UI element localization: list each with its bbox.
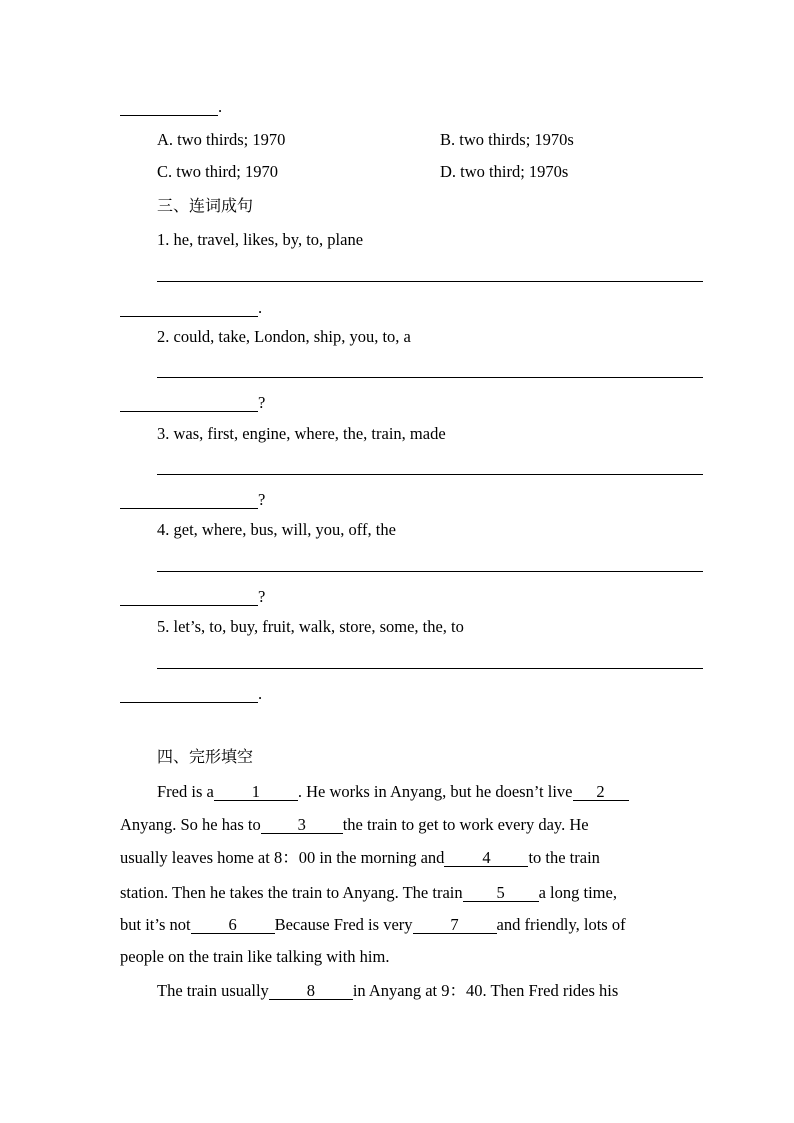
cloze-text: station. Then he takes the train to Anyang. The train: [120, 883, 463, 902]
cloze-text: the train to get to work every day. He: [342, 815, 589, 834]
section-4-title: 四、完形填空: [157, 747, 254, 766]
cloze-line-3: [120, 848, 600, 868]
answer-line-3-continuation[interactable]: [120, 490, 265, 510]
cloze-text: Because Fred is very: [274, 915, 413, 934]
cloze-line-7: [157, 981, 618, 1001]
reorder-prompt-5: 5. let’s, to, buy, fruit, walk, store, some, the, to: [157, 617, 464, 636]
answer-end-mark: ?: [258, 587, 266, 606]
answer-line-2[interactable]: [157, 377, 703, 378]
answer-line-5[interactable]: [157, 668, 703, 669]
cloze-line-6: people on the train like talking with him.: [120, 947, 390, 966]
cloze-text: Anyang. So he has to: [120, 815, 261, 834]
option-c[interactable]: C. two third; 1970: [157, 162, 279, 181]
answer-line-1-continuation[interactable]: [120, 298, 262, 318]
answer-line-5-continuation[interactable]: [120, 684, 262, 704]
answer-line-1[interactable]: [157, 281, 703, 282]
cloze-blank-5[interactable]: 5: [463, 884, 539, 902]
cloze-blank-7[interactable]: 7: [413, 916, 497, 934]
answer-blank[interactable]: [120, 588, 258, 606]
section-3-title: 三、连词成句: [157, 196, 254, 215]
cloze-line-2: [120, 815, 589, 835]
answer-blank[interactable]: [120, 394, 258, 412]
blank-end-mark: .: [218, 97, 223, 116]
cloze-line-4: [120, 883, 617, 903]
cloze-text: . He works in Anyang, but he doesn’t live: [297, 782, 573, 801]
option-b[interactable]: B. two thirds; 1970s: [440, 130, 574, 149]
answer-line-4-continuation[interactable]: [120, 587, 265, 607]
cloze-text: usually leaves home at 8：00 in the morning and: [120, 848, 445, 867]
cloze-text: to the train: [528, 848, 600, 867]
reorder-prompt-4: 4. get, where, bus, will, you, off, the: [157, 520, 396, 539]
cloze-line-5: [120, 915, 626, 935]
answer-blank[interactable]: [120, 685, 258, 703]
cloze-blank-8[interactable]: 8: [269, 982, 353, 1000]
answer-blank[interactable]: [120, 98, 218, 116]
option-d[interactable]: D. two third; 1970s: [440, 162, 569, 181]
cloze-text: Fred is a: [157, 782, 214, 801]
reorder-prompt-3: 3. was, first, engine, where, the, train, made: [157, 424, 446, 443]
answer-end-mark: .: [258, 684, 263, 703]
cloze-text: but it’s not: [120, 915, 191, 934]
answer-line-2-continuation[interactable]: [120, 393, 265, 413]
cloze-blank-1[interactable]: 1: [214, 783, 298, 801]
answer-line-4[interactable]: [157, 571, 703, 572]
cloze-blank-6[interactable]: 6: [191, 916, 275, 934]
cloze-blank-4[interactable]: 4: [444, 849, 528, 867]
cloze-text: in Anyang at 9：40. Then Fred rides his: [352, 981, 619, 1000]
answer-end-mark: ?: [258, 490, 266, 509]
cloze-blank-2[interactable]: 2: [573, 783, 629, 801]
cloze-blank-3[interactable]: 3: [261, 816, 343, 834]
reorder-prompt-2: 2. could, take, London, ship, you, to, a: [157, 327, 411, 346]
previous-answer-blank-line[interactable]: [120, 97, 222, 117]
cloze-text: a long time,: [538, 883, 617, 902]
answer-blank[interactable]: [120, 491, 258, 509]
answer-line-3[interactable]: [157, 474, 703, 475]
cloze-text: and friendly, lots of: [496, 915, 626, 934]
cloze-text: The train usually: [157, 981, 269, 1000]
reorder-prompt-1: 1. he, travel, likes, by, to, plane: [157, 230, 364, 249]
answer-end-mark: .: [258, 298, 263, 317]
answer-end-mark: ?: [258, 393, 266, 412]
answer-blank[interactable]: [120, 299, 258, 317]
cloze-line-1: [157, 782, 629, 802]
option-a[interactable]: A. two thirds; 1970: [157, 130, 286, 149]
